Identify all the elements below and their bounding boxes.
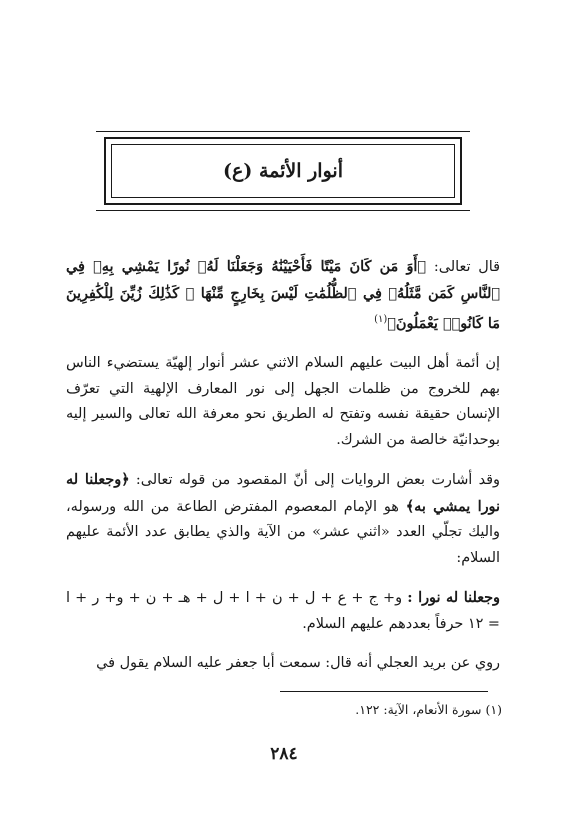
footnote-reference: (١) xyxy=(374,314,388,325)
paragraph-narrator: روي عن بريد العجلي أنه قال: سمعت أبا جعفر عليه السلام يقول في xyxy=(96,655,500,672)
footnote-divider xyxy=(280,691,488,692)
verse-quote: ﴿وجعلنا له نورا يمشي به﴾ xyxy=(66,471,500,515)
letter-count-text: و+ ج + ع + ل + ن + ا + ل + هـ + ن + و+ ر + ا = ١٢ حرفاً بعددهم عليهم السلام. xyxy=(66,590,500,632)
footnote: (١) سورة الأنعام، الآية: ١٢٢. xyxy=(355,702,502,717)
main-text xyxy=(66,254,500,691)
narration-start: وقد أشارت بعض الروايات إلى أنّ المقصود من قوله تعالى: xyxy=(129,472,500,489)
narration-rest: هو الإمام المعصوم المفترض الطاعة من الله ورسوله، واليك تجلّي العدد «اثني عشر» من الآية والذي يطابق عدد الأئمة عليهم السلام: xyxy=(66,498,500,566)
verse-intro: قال تعالى: xyxy=(426,259,500,275)
quran-verse: ﴿أَوَ مَن كَانَ مَيْتًا فَأَحْيَيْنَٰهُ وَجَعَلْنَا لَهُۥ نُورًا يَمْشِي بِهِۦ فِي ٱلنَّاسِ كَمَن مَّثَلُهُۥ فِي ٱلظُّلُمَٰتِ لَيْسَ بِخَارِجٍ مِّنْهَا ۚ كَذَٰلِكَ زُيِّنَ لِلْكَٰفِرِينَ مَا كَانُوا۟ يَعْمَلُونَ﴾ xyxy=(66,258,500,332)
paragraph-narrations xyxy=(66,467,500,571)
paragraph-imams: إن أئمة أهل البيت عليهم السلام الاثني عشر أنوار إلهيّة يستضيء الناس بهم للخروج من ظلمات الجهل إلى نور المعارف الإلهية التي تعرّف الإنسان حقيقة نفسه وتفتح له الطريق نحو معرفة الله تعالى والسير إليه بوحدانيّة خالصة من الشرك. xyxy=(66,355,500,448)
letter-count-label: وجعلنا له نورا : xyxy=(407,589,500,607)
chapter-title: أنوار الأئمة (ع) xyxy=(223,160,343,182)
paragraph-verse xyxy=(66,254,500,337)
paragraph-letter-count xyxy=(66,585,500,637)
chapter-title-frame xyxy=(104,137,462,205)
page-number: ٢٨٤ xyxy=(270,744,298,764)
